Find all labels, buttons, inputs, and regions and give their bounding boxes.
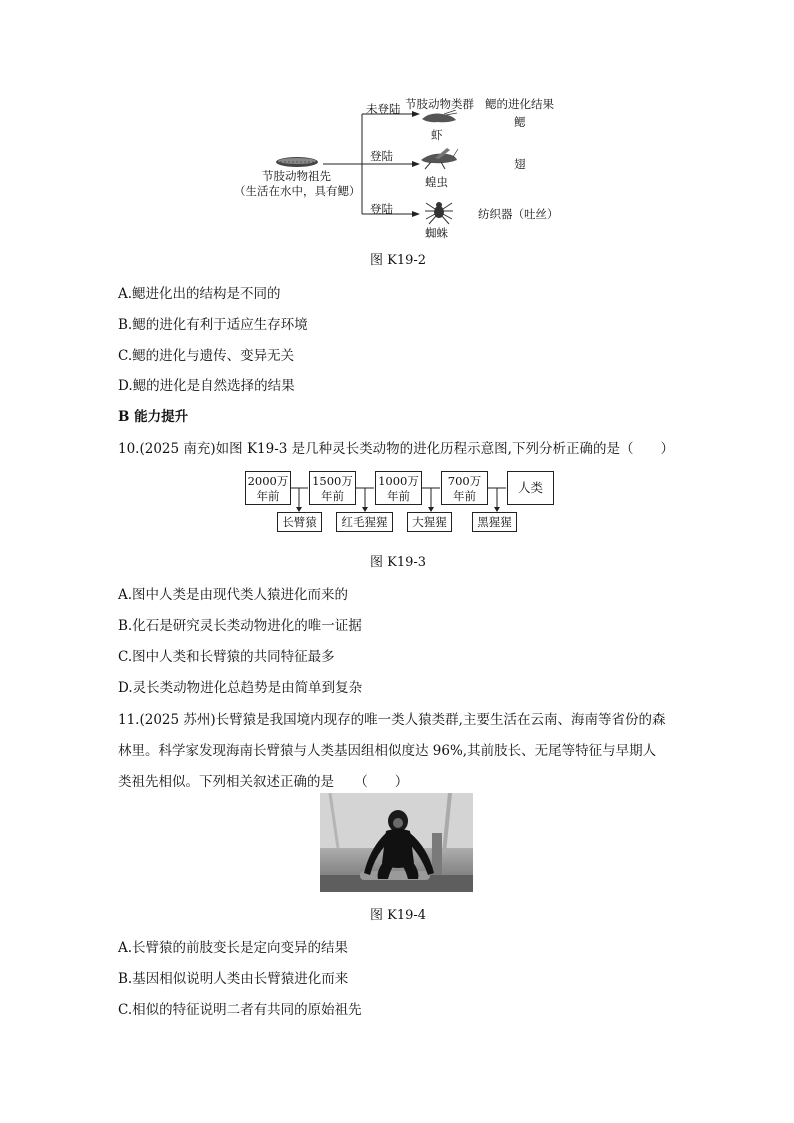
figure-caption-k19-4: 图 K19-4 — [370, 908, 427, 923]
branch-label-landed-1: 登陆 — [370, 149, 393, 163]
branch-label-unlanded: 未登陆 — [366, 102, 401, 116]
figure-caption-k19-3: 图 K19-3 — [370, 555, 427, 570]
q11-stem-line-3: 类祖先相似。下列相关叙述正确的是 （ ） — [118, 774, 409, 790]
timeline-box-15m-unit: 年前 — [321, 489, 344, 503]
gibbon-photo — [320, 793, 473, 892]
animal-shrimp: 虾 — [431, 128, 443, 142]
animal-grasshopper: 蝗虫 — [425, 175, 448, 189]
species-box-chimpanzee: 黑猩猩 — [472, 512, 517, 532]
header-arthropod-group: 节肢动物类群 — [405, 97, 474, 111]
timeline-box-20m-unit: 年前 — [256, 489, 280, 503]
result-spinneret: 纺织器（吐丝） — [478, 207, 559, 221]
species-box-gibbon: 长臂猿 — [277, 512, 322, 532]
q10-option-a: A.图中人类是由现代类人猿进化而来的 — [118, 587, 349, 603]
timeline-box-7m — [441, 471, 488, 505]
timeline-box-20m — [245, 471, 291, 505]
header-gill-result: 鳃的进化结果 — [485, 97, 554, 111]
species-box-gorilla: 大猩猩 — [407, 512, 452, 532]
q10-stem: 10.(2025 南充)如图 K19-3 是几种灵长类动物的进化历程示意图,下列分析正确的是（ ） — [118, 441, 674, 457]
timeline-box-10m-value: 1000万 — [378, 474, 419, 488]
timeline-box-human: 人类 — [507, 471, 554, 505]
timeline-box-20m-value: 2000万 — [247, 474, 289, 488]
q11-stem-line-1: 11.(2025 苏州)长臂猿是我国境内现存的唯一类人猿类群,主要生活在云南、海南等省份的森 — [118, 712, 666, 728]
section-heading-b: B 能力提升 — [118, 409, 189, 425]
q9-option-b: B.鳃的进化有利于适应生存环境 — [118, 317, 308, 333]
timeline-box-7m-value: 700万 — [447, 474, 482, 488]
figure-caption-k19-2: 图 K19-2 — [370, 253, 427, 268]
q9-option-a: A.鳃进化出的结构是不同的 — [118, 286, 281, 302]
q9-option-d: D.鳃的进化是自然选择的结果 — [118, 378, 295, 394]
q10-option-b: B.化石是研究灵长类动物进化的唯一证据 — [118, 618, 362, 634]
ancestor-label: 节肢动物祖先 — [262, 169, 331, 183]
q11-option-b: B.基因相似说明人类由长臂猿进化而来 — [118, 971, 349, 987]
q11-option-c: C.相似的特征说明二者有共同的原始祖先 — [118, 1002, 362, 1018]
branch-label-landed-2: 登陆 — [370, 202, 393, 216]
q11-option-a: A.长臂猿的前肢变长是定向变异的结果 — [118, 940, 349, 956]
timeline-box-15m — [309, 471, 356, 505]
timeline-box-10m-unit: 年前 — [387, 489, 410, 503]
q11-stem-line-2: 林里。科学家发现海南长臂猿与人类基因组相似度达 96%,其前肢长、无尾等特征与早期人 — [118, 743, 657, 759]
ancestor-note: （生活在水中，具有鳃） — [234, 184, 361, 198]
species-box-orangutan: 红毛猩猩 — [336, 512, 393, 532]
gibbon-silhouette-icon — [320, 793, 473, 892]
result-wing: 翅 — [514, 157, 526, 171]
q9-option-c: C.鳃的进化与遗传、变异无关 — [118, 348, 295, 364]
timeline-box-15m-value: 1500万 — [312, 474, 353, 488]
timeline-box-10m — [375, 471, 422, 505]
animal-spider: 蜘蛛 — [425, 226, 448, 240]
q10-option-c: C.图中人类和长臂猿的共同特征最多 — [118, 649, 335, 665]
result-gill: 鳃 — [514, 115, 526, 129]
q10-option-d: D.灵长类动物进化总趋势是由简单到复杂 — [118, 680, 363, 696]
timeline-box-7m-unit: 年前 — [453, 489, 476, 503]
